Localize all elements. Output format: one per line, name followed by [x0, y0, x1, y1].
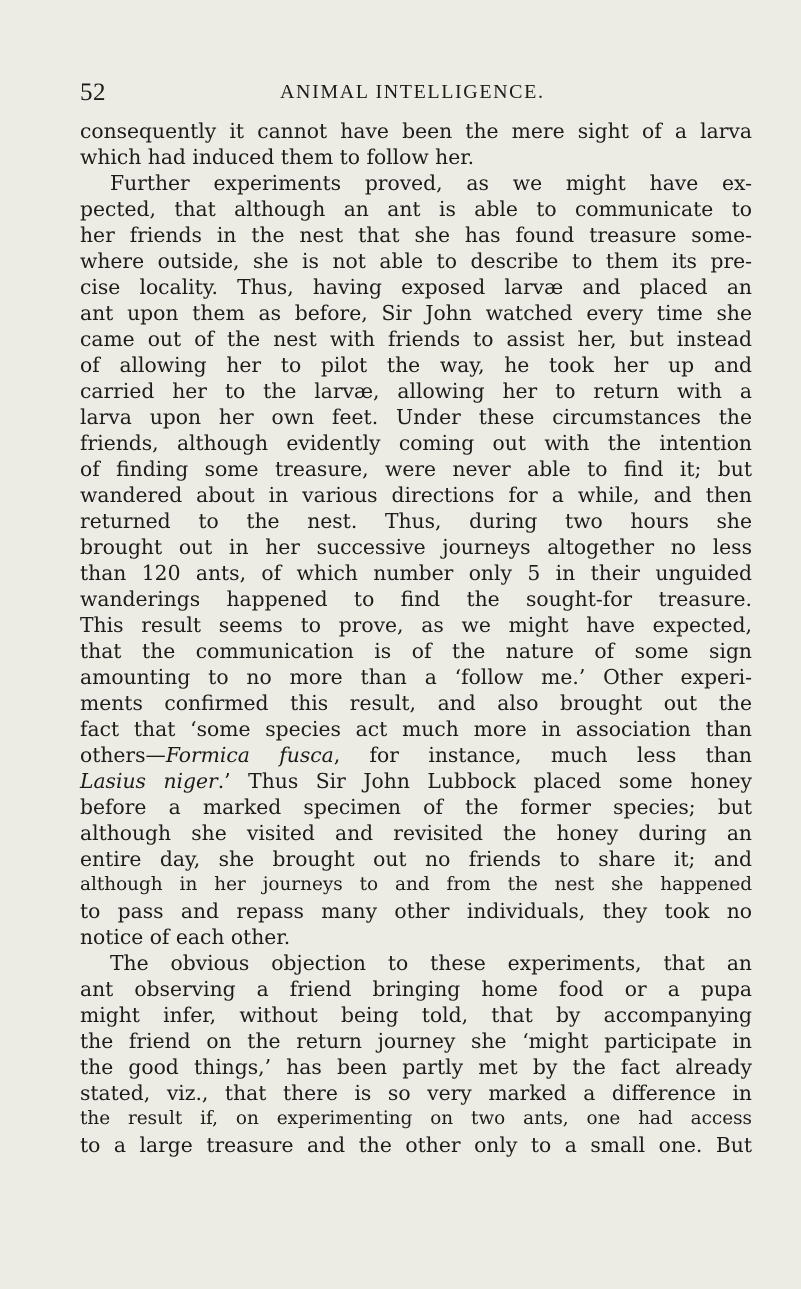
text-line: friends, although evidently coming out with the intention [80, 431, 752, 455]
text-line: the result if, on experimenting on two ants, one had access [80, 1108, 752, 1129]
text-line: ant observing a friend bringing home food or a pupa [80, 977, 752, 1001]
text-line: entire day, she brought out no friends to share it; and [80, 847, 752, 871]
text-line: the friend on the return journey she ‘might participate in [80, 1029, 752, 1053]
text-line: before a marked specimen of the former species; but [80, 795, 752, 819]
text-line: of finding some treasure, were never able to find it; but [80, 457, 752, 481]
text-line: might infer, without being told, that by accompanying [80, 1003, 752, 1027]
text-line: consequently it cannot have been the mere sight of a larva [80, 119, 752, 143]
species-name: Lasius niger [80, 769, 218, 793]
text-line: ments confirmed this result, and also brought out the [80, 691, 752, 715]
text-line: brought out in her successive journeys altogether no less [80, 535, 752, 559]
text-line: of allowing her to pilot the way, he took her up and [80, 353, 752, 377]
species-name: Formica fusca [165, 743, 334, 767]
text-line: her friends in the nest that she has found treasure some- [80, 223, 752, 247]
text-line: larva upon her own feet. Under these circumstances the [80, 405, 752, 429]
text-line: came out of the nest with friends to assist her, but instead [80, 327, 752, 351]
text-line: to a large treasure and the other only to a small one. But [80, 1133, 752, 1157]
text-line: stated, viz., that there is so very marked a difference in [80, 1081, 752, 1105]
running-title: ANIMAL INTELLIGENCE. [280, 81, 545, 103]
text-line: carried her to the larvæ, allowing her to return with a [80, 379, 752, 403]
text-line: amounting to no more than a ‘follow me.’ Other experi- [80, 665, 752, 689]
text-line: The obvious objection to these experiments, that an [110, 951, 752, 975]
text-line: although in her journeys to and from the nest she happened [80, 874, 752, 895]
text-line: where outside, she is not able to describe to them its pre- [80, 249, 752, 273]
text-line: returned to the nest. Thus, during two hours she [80, 509, 752, 533]
text-line: wandered about in various directions for a while, and then [80, 483, 752, 507]
text-line: to pass and repass many other individuals, they took no [80, 899, 752, 923]
text-line: although she visited and revisited the honey during an [80, 821, 752, 845]
text-line: the good things,’ has been partly met by the fact already [80, 1055, 752, 1079]
running-head [80, 79, 752, 109]
text-line: notice of each other. [80, 925, 291, 949]
text-line: pected, that although an ant is able to communicate to [80, 197, 752, 221]
text-line: which had induced them to follow her. [80, 145, 475, 169]
text-line: Further experiments proved, as we might have ex- [110, 171, 752, 195]
text-line-italic: others—Formica fusca, for instance, much less than [80, 743, 752, 767]
text-line: fact that ‘some species act much more in association than [80, 717, 752, 741]
body-text [80, 118, 752, 1158]
text-line: wanderings happened to find the sought-for treasure. [80, 587, 752, 611]
text-line: than 120 ants, of which number only 5 in their unguided [80, 561, 752, 585]
text-line: This result seems to prove, as we might have expected, [80, 613, 752, 637]
text-line-italic: Lasius niger.’ Thus Sir John Lubbock placed some honey [80, 769, 752, 793]
text-line: cise locality. Thus, having exposed larvæ and placed an [80, 275, 752, 299]
text-line: that the communication is of the nature of some sign [80, 639, 752, 663]
text-line: ant upon them as before, Sir John watched every time she [80, 301, 752, 325]
page-number: 52 [80, 79, 106, 106]
